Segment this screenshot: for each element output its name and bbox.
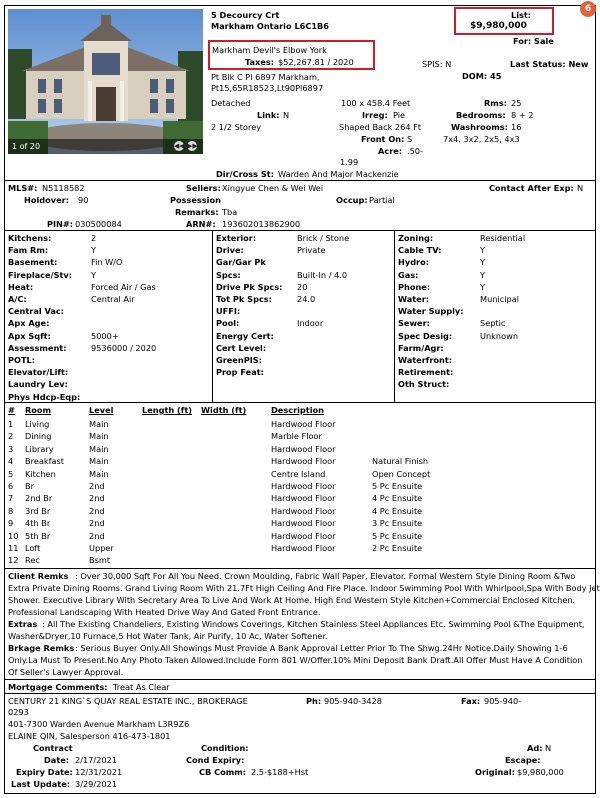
feature-value: Built-In / 4.0	[297, 269, 348, 280]
room-cell-d2: 3 Pc Ensuite	[372, 518, 423, 529]
room-cell-num: 3	[8, 443, 14, 454]
room-cell-level: Bsmt	[89, 555, 111, 566]
feature-label: Prop Feat:	[216, 367, 264, 378]
feature-value: Private	[297, 245, 326, 256]
room-cell-d1: Hardwood Floor	[271, 481, 336, 491]
rooms-label: Rms:	[484, 98, 507, 108]
list-label: List:	[511, 10, 532, 20]
room-cell-room: Br	[25, 481, 34, 491]
cross-street-label: Dir/Cross St:	[216, 169, 274, 179]
room-cell-d1: Hardwood Floor	[271, 518, 336, 529]
feature-label: Laundry Lev:	[8, 379, 68, 390]
room-cell-num: 5	[8, 468, 14, 479]
bedrooms-label: Bedrooms:	[456, 110, 506, 120]
legal-line2: Pt15,65R18523,Lt90Pl6897	[211, 83, 324, 93]
room-cell-room: 4th Br	[25, 518, 51, 529]
rooms-header-room: Room	[25, 405, 52, 415]
pin-label: PIN#:	[47, 219, 74, 229]
room-cell-num: 10	[8, 530, 19, 541]
feature-label: Drive Pk Spcs:	[216, 281, 283, 292]
divider	[394, 230, 395, 402]
feature-label: Central Vac:	[8, 306, 65, 317]
brokerage-remarks-line: Of Seller's Lawyer Approval.	[8, 667, 124, 677]
arn-label: ARN#:	[186, 219, 216, 229]
extras-line: : All The Existing Chandeliers, Existing Windows Coverings, Kitchen Stainless Steel Appliances Etc. Swimming Pool &The Equipment,	[42, 619, 585, 629]
cond-expiry-label: Cond Expiry:	[186, 755, 245, 765]
feature-label: Apx Age:	[8, 318, 50, 329]
feature-label: Pool:	[216, 318, 240, 329]
client-remarks-label: Client Remks	[8, 571, 69, 581]
expiry-date-value: 12/31/2021	[75, 767, 123, 777]
room-cell-d2: 5 Pc Ensuite	[372, 530, 423, 541]
room-cell-d1: Hardwood Floor	[271, 543, 336, 553]
room-cell-level: Main	[89, 468, 109, 479]
property-type: Detached	[211, 98, 251, 108]
irreg-label: Irreg:	[362, 110, 388, 120]
feature-value: Y	[480, 257, 486, 268]
room-cell-level: 2nd	[89, 493, 105, 504]
acre-value: .50-	[407, 146, 423, 156]
feature-value: 9536000 / 2020	[91, 342, 157, 353]
contact-after-exp-label: Contact After Exp:	[489, 183, 574, 193]
remarks-label: Remarks:	[175, 207, 219, 217]
extras-line: Washer&Dryer,10 Furnace,5 Hot Water Tank, Air Purify, 10 Ac, Water Softener.	[8, 631, 328, 641]
feature-label: Apx Sqft:	[8, 330, 51, 341]
room-cell-level: 2nd	[89, 505, 105, 516]
room-cell-room: 5th Br	[25, 530, 51, 541]
area-name: Markham Devil's Elbow York	[212, 45, 327, 55]
feature-label: Water:	[398, 294, 430, 304]
feature-value: Y	[480, 245, 486, 256]
feature-label: GreenPIS:	[216, 355, 262, 365]
room-cell-level: Main	[89, 419, 109, 429]
divider	[4, 568, 596, 569]
room-cell-num: 7	[8, 493, 14, 504]
frontage: 100 x 458.4 Feet	[341, 98, 411, 108]
room-cell-num: 1	[8, 419, 14, 429]
room-cell-d2: 2 Pc Ensuite	[372, 543, 423, 553]
feature-label: Water Supply:	[398, 306, 464, 317]
holdover-value: 90	[78, 195, 89, 205]
room-cell-level: 2nd	[89, 518, 105, 529]
room-cell-d1: Hardwood Floor	[271, 443, 336, 454]
last-update-label: Last Update:	[11, 779, 71, 789]
divider	[4, 402, 596, 403]
fax-value: 905-940-	[484, 696, 522, 706]
arn-value: 193602013862900	[222, 219, 301, 229]
feature-label: Phys Hdcp-Eqp:	[8, 391, 81, 402]
washrooms-label: Washrooms:	[451, 122, 508, 132]
feature-label: Zoning:	[398, 233, 434, 243]
feature-label: Oth Struct:	[398, 379, 450, 390]
feature-label: UFFI:	[216, 306, 241, 317]
client-remarks-line: : Over 30,000 Sqft For All You Need. Crown Moulding, Fabric Wall Paper, Elevator. Formal Western Style Dining Room &Two	[75, 571, 576, 581]
room-cell-d2: 4 Pc Ensuite	[372, 493, 423, 504]
next-photo-button[interactable]: ▶▶	[187, 142, 198, 150]
client-remarks-line: Shower. Executive Library With Secretary Area To Live And Work At Home. High End Western Style Kitchen+Commercial Enclosed Kitchen.	[8, 595, 576, 605]
occupancy-value: Partial	[369, 195, 395, 205]
occupancy-label: Occup:	[336, 195, 368, 205]
room-cell-d1: Hardwood Floor	[271, 505, 336, 516]
room-cell-room: Kitchen	[25, 468, 56, 479]
cb-comm-value: 2.5-$188+Hst	[251, 767, 309, 777]
rooms-header-length: Length (ft)	[142, 405, 193, 415]
divider	[4, 693, 596, 694]
contract-date-value: 2/17/2021	[75, 755, 117, 765]
feature-label: Gas:	[398, 269, 419, 280]
feature-label: Fam Rm:	[8, 245, 49, 256]
room-cell-num: 2	[8, 431, 14, 442]
agent-info: ELAINE QIN, Salesperson 416-473-1801	[8, 731, 171, 741]
brokerage-remarks-line: : Serious Buyer Only.All Showings Must Provide A Bank Approval Letter Prior To The Shwg.24Hr Notice.Daily Showing 1-6	[75, 643, 568, 653]
phone-label: Ph:	[306, 696, 322, 706]
feature-label: Energy Cert:	[216, 330, 274, 341]
feature-label: Waterfront:	[398, 355, 453, 365]
acre-label: Acre:	[378, 146, 403, 156]
sellers-label: Sellers:	[186, 183, 221, 193]
feature-value: Y	[480, 269, 486, 280]
possession-label: Possession	[170, 195, 221, 205]
condition-label: Condition:	[201, 743, 249, 753]
feature-label: Retirement:	[398, 367, 454, 378]
page-badge: 6	[580, 1, 596, 17]
fax-value-2: 0293	[8, 707, 29, 717]
contract-date-label: Date:	[44, 755, 70, 765]
photo-counter: 1 of 20	[12, 142, 41, 151]
feature-value: Unknown	[480, 330, 519, 341]
room-cell-num: 12	[8, 555, 19, 566]
room-cell-level: Main	[89, 431, 109, 442]
feature-value: Y	[480, 281, 486, 292]
feature-value: Municipal	[480, 294, 519, 304]
room-cell-room: Library	[25, 443, 54, 454]
feature-value: Central Air	[91, 294, 135, 304]
washrooms-value: 16	[511, 122, 522, 132]
room-cell-level: 2nd	[89, 530, 105, 541]
divider	[4, 679, 596, 680]
rooms-header-level: Level	[89, 405, 114, 415]
feature-label: Spcs:	[216, 269, 241, 280]
original-price-value: $9,980,000	[517, 767, 564, 777]
feature-label: Cert Level:	[216, 342, 267, 353]
ad-value: N	[545, 743, 552, 753]
feature-label: POTL:	[8, 355, 36, 365]
escape-label: Escape:	[505, 755, 541, 765]
feature-value: Residential	[480, 233, 526, 243]
prev-photo-button[interactable]: ◀◀	[174, 142, 185, 150]
mortgage-comments-label: Mortgage Comments:	[8, 682, 108, 692]
feature-value: Y	[91, 245, 97, 256]
front-on-label: Front On:	[361, 134, 405, 144]
address-line2: Markham Ontario L6C1B6	[211, 21, 329, 31]
room-cell-level: 2nd	[89, 481, 105, 491]
feature-value: 5000+	[91, 330, 119, 341]
brokerage-address: 401-7300 Warden Avenue Markham L3R9Z6	[8, 719, 190, 729]
rooms-value: 25	[511, 98, 522, 108]
feature-label: Phone:	[398, 281, 431, 292]
link-label: Link:	[257, 110, 280, 120]
room-cell-d1: Hardwood Floor	[271, 419, 336, 429]
client-remarks-line: Extra Private Dining Rooms. Grand Living Room With 21.7Ft High Ceiling And Fire Place. Indoor Swimming Pool With Whirlpool,Spa With Body Jet	[8, 583, 600, 593]
room-cell-num: 4	[8, 456, 14, 467]
days-on-market: DOM: 45	[462, 71, 502, 81]
feature-label: Gar/Gar Pk	[216, 257, 266, 268]
remarks-value: Tba	[222, 207, 238, 217]
room-cell-d2: 5 Pc Ensuite	[372, 481, 423, 491]
legal-line1: Pt Blk C Pl 6897 Markham,	[211, 72, 320, 82]
room-cell-room: 2nd Br	[25, 493, 53, 504]
feature-label: Kitchens:	[8, 233, 52, 243]
mls-label: MLS#:	[8, 183, 38, 193]
feature-label: Drive:	[216, 245, 244, 256]
pin-value: 030500084	[75, 219, 122, 229]
room-cell-d1: Centre Island	[271, 468, 326, 479]
feature-label: Exterior:	[216, 233, 257, 243]
mortgage-comments-value: Treat As Clear	[113, 682, 170, 692]
ad-label: Ad:	[527, 743, 543, 753]
room-cell-d2: 4 Pc Ensuite	[372, 505, 423, 516]
feature-label: Fireplace/Stv:	[8, 269, 73, 280]
contract-label: Contract	[33, 743, 73, 753]
last-update-value: 3/29/2021	[75, 779, 117, 789]
storey: 2 1/2 Storey	[211, 122, 262, 132]
room-cell-num: 11	[8, 543, 19, 553]
original-price-label: Original:	[475, 767, 515, 777]
room-cell-room: 3rd Br	[25, 505, 51, 516]
contact-after-exp-value: N	[577, 183, 584, 193]
room-cell-num: 9	[8, 518, 14, 529]
feature-label: Basement:	[8, 257, 58, 268]
room-cell-d1: Hardwood Floor	[271, 456, 336, 467]
room-cell-d1: Hardwood Floor	[271, 493, 336, 504]
house-image	[8, 9, 203, 154]
feature-label: Tot Pk Spcs:	[216, 294, 272, 304]
feature-value: 20	[297, 281, 308, 292]
feature-label: Farm/Agr:	[398, 342, 444, 353]
cb-comm-label: CB Comm:	[199, 767, 247, 777]
client-remarks-line: Professional Landscaping With Heated Drive Way And Gated Front Entrance.	[8, 607, 321, 617]
feature-label: Hydro:	[398, 257, 429, 268]
room-cell-d1: Marble Floor	[271, 431, 322, 442]
room-cell-room: Living	[25, 419, 50, 429]
room-cell-num: 6	[8, 481, 14, 491]
brokerage-remarks-label: Brkage Remks	[8, 643, 75, 653]
mls-value: N5118582	[42, 183, 85, 193]
link-value: N	[283, 110, 290, 120]
feature-value: Brick / Stone	[297, 233, 350, 243]
room-cell-room: Rec	[25, 555, 40, 566]
feature-value: Indoor	[297, 318, 324, 329]
feature-value: Y	[91, 269, 97, 280]
room-cell-num: 8	[8, 505, 14, 516]
divider	[212, 230, 213, 402]
irreg-value: Pie	[393, 110, 406, 120]
room-cell-level: Main	[89, 456, 109, 467]
washroom-detail: 7x4, 3x2, 2x5, 4x3	[443, 134, 520, 144]
fax-label: Fax:	[461, 696, 481, 706]
address-line1: 5 Decourcy Crt	[211, 10, 280, 20]
feature-label: Assessment:	[8, 342, 67, 353]
feature-value: Forced Air / Gas	[91, 281, 156, 292]
taxes-value: $52,267.81 / 2020	[278, 57, 354, 67]
extras-label: Extras	[8, 619, 38, 629]
holdover-label: Holdover:	[24, 195, 69, 205]
feature-value: 2	[91, 233, 97, 243]
feature-label: Heat:	[8, 281, 34, 292]
taxes-label: Taxes:	[245, 57, 275, 67]
feature-label: Elevator/Lift:	[8, 367, 69, 378]
feature-label: Cable TV:	[398, 245, 442, 256]
brokerage-remarks-line: Only.La Must To Present.No Any Photo Taken Allowed.Include Form 801 W/Offer.10% Mini Deposit Bank Draft.All Offer Must Have A Condition	[8, 655, 583, 665]
feature-value: 24.0	[297, 294, 316, 304]
last-status: Last Status: New	[510, 59, 589, 69]
photo-navigation	[8, 139, 203, 154]
sellers-value: Xingyue Chen & Wei Wei	[222, 183, 324, 193]
phone-value: 905-940-3428	[324, 696, 383, 706]
feature-label: Sewer:	[398, 318, 430, 329]
transaction-type: For: Sale	[513, 36, 554, 46]
front-on-value: S	[407, 134, 413, 144]
spis: SPIS: N	[422, 59, 452, 69]
room-cell-room: Dining	[25, 431, 52, 442]
feature-label: A/C:	[8, 294, 27, 304]
list-price: $9,980,000	[470, 21, 527, 31]
room-cell-d1: Hardwood Floor	[271, 530, 336, 541]
feature-value: Septic	[480, 318, 506, 329]
room-cell-room: Breakfast	[25, 456, 64, 467]
rooms-header-num: #	[8, 405, 15, 415]
rooms-header-description: Description	[271, 405, 324, 415]
room-cell-d2: Natural Finish	[372, 456, 429, 467]
irreg-detail: Shaped Back 264 Ft	[339, 122, 422, 132]
expiry-date-label: Expiry Date:	[16, 767, 73, 777]
cross-street-value: Warden And Major Mackenzie	[278, 169, 399, 179]
room-cell-room: Loft	[25, 543, 41, 553]
room-cell-level: Upper	[89, 543, 114, 553]
divider	[4, 230, 596, 231]
acre-value-2: 1.99	[340, 157, 359, 167]
room-cell-level: Main	[89, 443, 109, 454]
feature-label: Spec Desig:	[398, 330, 453, 341]
property-photo[interactable]	[8, 9, 203, 154]
divider	[4, 180, 596, 181]
rooms-header-width: Width (ft)	[201, 405, 247, 415]
feature-value: Fin W/O	[91, 257, 123, 268]
room-cell-d2: Open Concept	[372, 468, 431, 479]
bedrooms-value: 8 + 2	[511, 110, 534, 120]
brokerage-name: CENTURY 21 KING`S QUAY REAL ESTATE INC., BROKERAGE	[8, 696, 248, 706]
